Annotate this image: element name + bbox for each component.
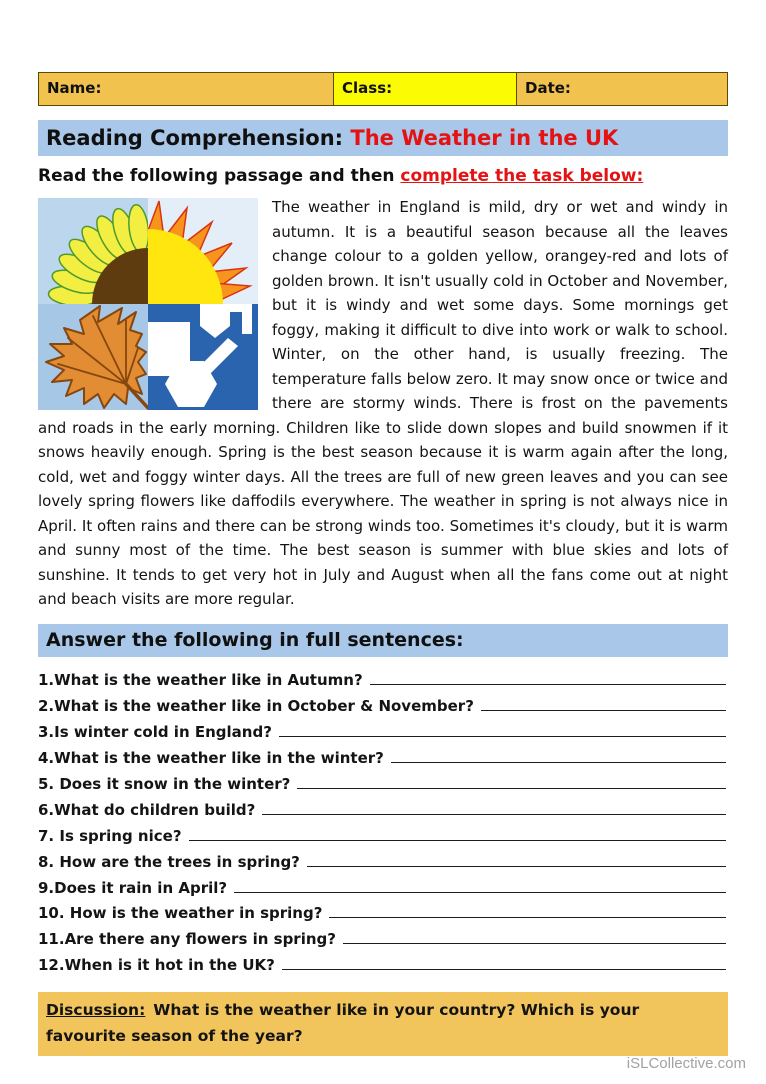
answer-blank[interactable]	[262, 814, 726, 815]
header-fields-row	[38, 72, 728, 106]
question-row	[38, 689, 728, 715]
discussion-text: What is the weather like in your country? Which is your favourite season of the year?	[46, 1001, 640, 1046]
questions-list	[38, 664, 728, 975]
name-field-label: Name:	[47, 79, 102, 97]
question-row	[38, 741, 728, 767]
answer-blank[interactable]	[481, 710, 726, 711]
watermark-text: iSLCollective.com	[626, 1055, 746, 1072]
question-label: 1.What is the weather like in Autumn?	[38, 671, 363, 690]
question-row	[38, 664, 728, 690]
question-label: 4.What is the weather like in the winter?	[38, 749, 384, 768]
answer-blank[interactable]	[234, 892, 726, 893]
question-row	[38, 793, 728, 819]
title-topic: The Weather in the UK	[350, 126, 619, 150]
question-row	[38, 767, 728, 793]
question-label: 7. Is spring nice?	[38, 826, 182, 845]
answer-blank[interactable]	[307, 866, 726, 867]
answer-blank[interactable]	[391, 762, 726, 763]
question-row	[38, 948, 728, 974]
question-label: 2.What is the weather like in October & November?	[38, 697, 474, 716]
question-label: 8. How are the trees in spring?	[38, 852, 300, 871]
title-prefix: Reading Comprehension:	[46, 126, 351, 150]
class-field[interactable]	[334, 73, 517, 105]
question-label: 10. How is the weather in spring?	[38, 904, 323, 923]
question-label: 6.What do children build?	[38, 800, 256, 819]
answer-blank[interactable]	[279, 736, 726, 737]
instruction-text: Read the following passage and then	[38, 166, 401, 186]
question-label: 9.Does it rain in April?	[38, 878, 228, 897]
class-field-label: Class:	[342, 79, 393, 97]
answer-blank[interactable]	[189, 840, 726, 841]
discussion-box	[38, 992, 728, 1056]
discussion-label: Discussion:	[46, 1001, 146, 1020]
answer-blank[interactable]	[282, 969, 726, 970]
page-title	[38, 120, 728, 156]
question-row	[38, 922, 728, 948]
question-label: 5. Does it snow in the winter?	[38, 774, 291, 793]
question-row	[38, 819, 728, 845]
instruction-line	[38, 166, 728, 186]
task-link[interactable]: complete the task below:	[400, 166, 644, 186]
passage	[38, 195, 728, 612]
question-row	[38, 897, 728, 923]
question-row	[38, 715, 728, 741]
date-field-label: Date:	[525, 79, 571, 97]
question-label: 11.Are there any flowers in spring?	[38, 930, 336, 949]
question-row	[38, 871, 728, 897]
question-row	[38, 845, 728, 871]
question-label: 12.When is it hot in the UK?	[38, 956, 275, 975]
answer-blank[interactable]	[329, 917, 726, 918]
answer-blank[interactable]	[370, 684, 726, 685]
questions-heading: Answer the following in full sentences:	[38, 624, 728, 657]
four-seasons-image	[38, 198, 258, 410]
answer-blank[interactable]	[343, 943, 726, 944]
passage-text: The weather in England is mild, dry or wet and windy in autumn. It is a beautiful season because all the leaves change colour to a golden yellow, orangey-red and lots of golden brown. It isn't usually cold in October and November, but it is windy and wet some days. Some mornings get foggy, making it difficult to dive into work or walk to school. Winter, on the other hand, is usually freezing. The temperature falls below zero. It may snow once or twice and there are stormy winds. There is frost on the pavements and roads in the early morning. Children like to slide down slopes and build snowmen if it snows heavily enough. Spring is the best season because it is warm again after the long, cold, wet and foggy winter days. All the trees are full of new green leaves and you can see lovely spring flowers like daffodils everywhere. The weather in spring is not always nice in April. It often rains and there can be strong winds too. Sometimes it's cloudy, but it is warm and sunny most of the time. The best season is summer with blue skies and lots of sunshine. It tends to get very hot in July and August when all the fans come out at night and beach visits are more regular.	[38, 198, 728, 608]
question-label: 3.Is winter cold in England?	[38, 723, 272, 742]
name-field[interactable]	[39, 73, 334, 105]
answer-blank[interactable]	[297, 788, 726, 789]
date-field[interactable]	[517, 73, 727, 105]
watermark[interactable]	[627, 1055, 746, 1072]
